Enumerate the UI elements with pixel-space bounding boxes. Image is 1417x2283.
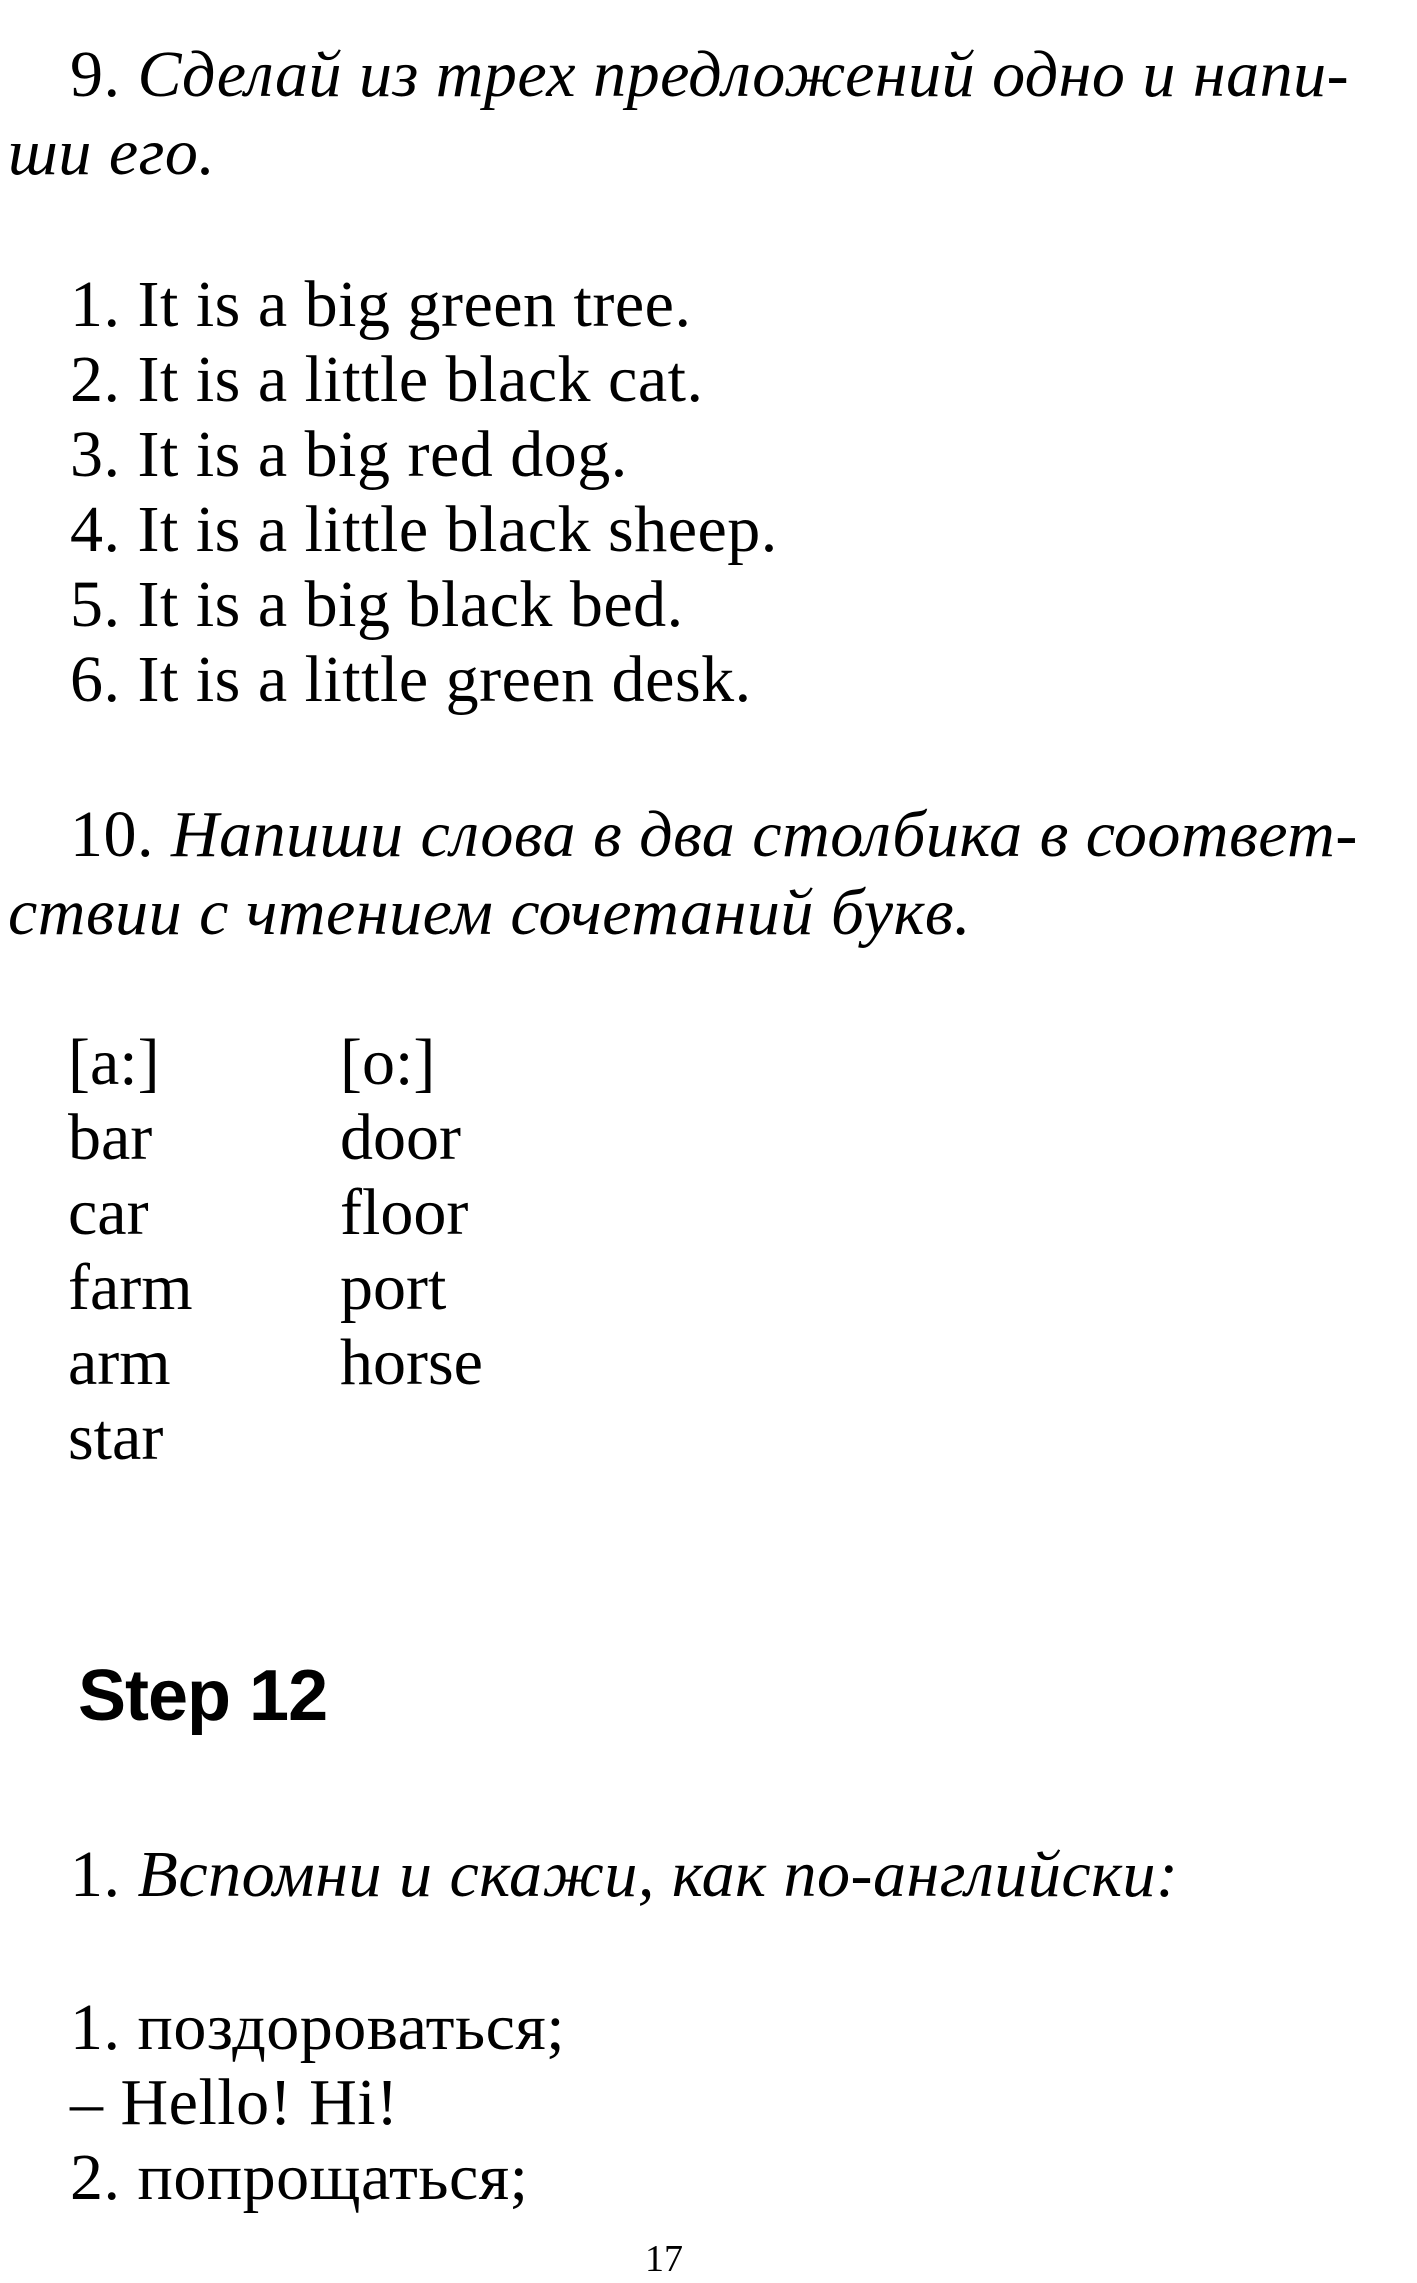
exercise-1-item: 1. поздороваться; [70, 1991, 566, 2064]
exercise-9-sentence: 4. It is a little black sheep. [70, 493, 778, 566]
exercise-10-instruction-line2: ствии с чтением сочетаний букв. [8, 876, 972, 949]
column-a-word: farm [68, 1251, 193, 1324]
exercise-1-item: 2. попрощаться; [70, 2141, 529, 2214]
exercise-10-instruction-line1 [70, 798, 1358, 871]
column-o-word: floor [340, 1176, 469, 1249]
column-o-word: port [340, 1251, 447, 1324]
column-a-word: arm [68, 1326, 171, 1399]
column-o-sound [340, 1025, 483, 1400]
exercise-9-sentence: 3. It is a big red dog. [70, 418, 628, 491]
column-o-header: [o:] [340, 1026, 436, 1099]
column-o-word: door [340, 1101, 461, 1174]
exercise-9-sentence: 5. It is a big black bed. [70, 568, 684, 641]
exercise-10-instruction-text: Напиши слова в два столбика в соответ- [171, 798, 1358, 871]
exercise-9-instruction-text: Сделай из трех предложений одно и напи- [137, 38, 1350, 111]
exercise-9-sentence: 2. It is a little black cat. [70, 343, 704, 416]
step-heading: Step 12 [78, 1656, 328, 1736]
column-a-word: star [68, 1401, 164, 1474]
exercise-10-number: 10. [70, 798, 154, 871]
exercise-1-number: 1. [70, 1838, 121, 1911]
exercise-9-instruction-line2: ши его. [8, 116, 216, 189]
column-a-header: [a:] [68, 1026, 160, 1099]
exercise-9-instruction-line1 [70, 38, 1350, 111]
column-o-word: horse [340, 1326, 483, 1399]
exercise-1-instruction [70, 1838, 1179, 1911]
column-a-word: bar [68, 1101, 153, 1174]
exercise-9-sentence: 1. It is a big green tree. [70, 268, 692, 341]
exercise-9-sentence: 6. It is a little green desk. [70, 643, 752, 716]
exercise-1-instruction-text: Вспомни и скажи, как по-английски: [137, 1838, 1179, 1911]
page-number: 17 [645, 2238, 683, 2280]
column-a-word: car [68, 1176, 149, 1249]
exercise-9-number: 9. [70, 38, 121, 111]
exercise-1-answer: – Hello! Hi! [70, 2066, 399, 2139]
column-a-sound [68, 1025, 193, 1475]
